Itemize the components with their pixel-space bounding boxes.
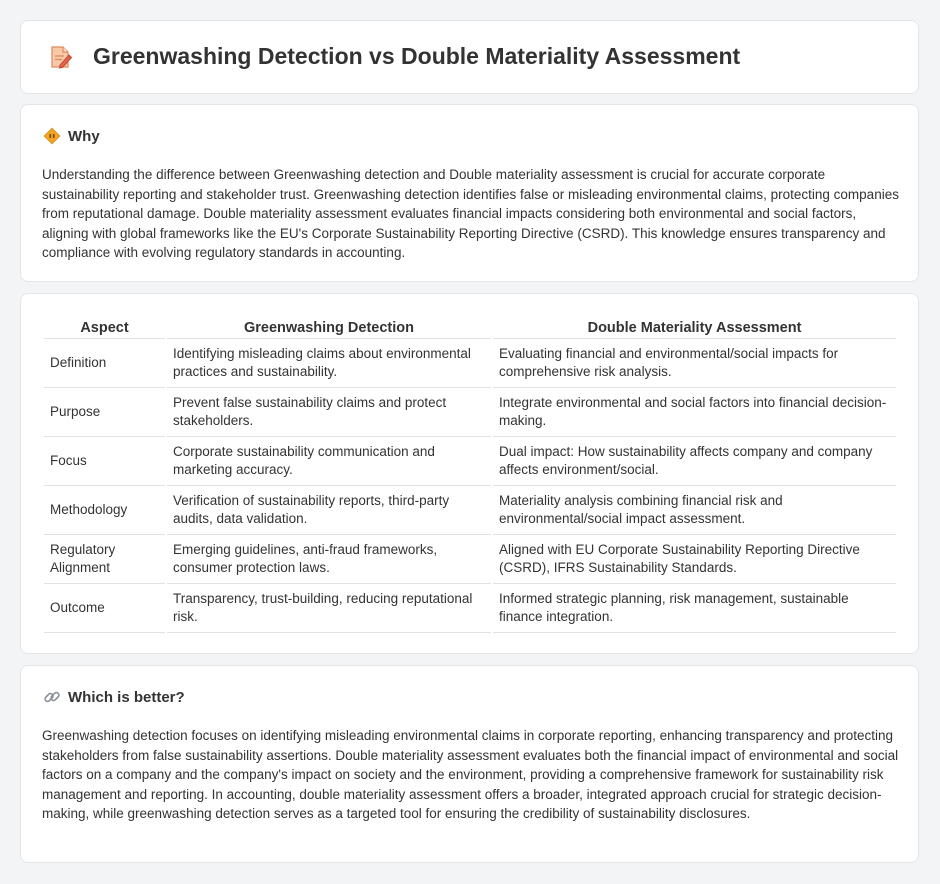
greenwashing-cell: Verification of sustainability reports, third-party audits, data validation. <box>167 486 491 535</box>
table-row <box>44 486 896 535</box>
double-materiality-cell: Informed strategic planning, risk management, sustainable finance integration. <box>493 584 896 633</box>
comparison-card <box>20 293 919 654</box>
greenwashing-cell: Corporate sustainability communication and marketing accuracy. <box>167 437 491 486</box>
which-is-better-text: Greenwashing detection focuses on identifying misleading environmental claims in corporate reporting, enhancing transparency and protecting stakeholders from false sustainability assertions. Double materiality assessment evaluates both the financial impact of environmental and social factors on a company and the company's impact on society and the environment, providing a comprehensive framework for sustainability risk management and reporting. In accounting, double materiality assessment offers a broader, integrated approach crucial for strategic decision-making, while greenwashing detection serves as a targeted tool for ensuring the credibility of sustainability disclosures. <box>42 728 899 821</box>
table-row <box>44 584 896 633</box>
greenwashing-cell: Transparency, trust-building, reducing reputational risk. <box>167 584 491 633</box>
table-row <box>44 437 896 486</box>
greenwashing-cell: Emerging guidelines, anti-fraud frameworks, consumer protection laws. <box>167 535 491 584</box>
table-row <box>44 535 896 584</box>
link-icon <box>43 688 61 706</box>
aspect-cell: Focus <box>44 437 165 486</box>
why-text: Understanding the difference between Greenwashing detection and Double materiality assessment is crucial for accurate corporate sustainability reporting and stakeholder trust. Greenwashing detection identifies false or misleading environmental claims, protecting companies from reputational damage. Double materiality assessment evaluates financial impacts considering both environmental and social factors, aligning with global frameworks like the EU's Corporate Sustainability Reporting Directive (CSRD). This knowledge ensures transparency and compliance with evolving regulatory standards in accounting. <box>42 167 899 260</box>
greenwashing-cell: Identifying misleading claims about environmental practices and sustainability. <box>167 339 491 388</box>
page-title: Greenwashing Detection vs Double Materiality Assessment <box>93 43 741 69</box>
aspect-cell: Outcome <box>44 584 165 633</box>
double-materiality-cell: Dual impact: How sustainability affects company and company affects environment/social. <box>493 437 896 486</box>
why-heading: Why <box>68 127 100 145</box>
header-double-materiality: Double Materiality Assessment <box>493 316 896 339</box>
double-materiality-cell: Evaluating financial and environmental/social impacts for comprehensive risk analysis. <box>493 339 896 388</box>
which-is-better-section <box>20 665 919 863</box>
aspect-cell: Purpose <box>44 388 165 437</box>
greenwashing-cell: Prevent false sustainability claims and protect stakeholders. <box>167 388 491 437</box>
table-header-row <box>44 316 896 339</box>
double-materiality-cell: Aligned with EU Corporate Sustainability Reporting Directive (CSRD), IFRS Sustainability Standards. <box>493 535 896 584</box>
document-pencil-icon <box>47 44 73 70</box>
header-aspect: Aspect <box>44 316 165 339</box>
aspect-cell: Methodology <box>44 486 165 535</box>
diamond-icon <box>43 127 61 145</box>
header-greenwashing: Greenwashing Detection <box>167 316 491 339</box>
aspect-cell: Definition <box>44 339 165 388</box>
table-row <box>44 339 896 388</box>
table-row <box>44 388 896 437</box>
title-card <box>20 20 919 94</box>
why-section <box>20 104 919 282</box>
which-is-better-heading: Which is better? <box>68 688 185 706</box>
comparison-table <box>42 316 898 633</box>
double-materiality-cell: Materiality analysis combining financial risk and environmental/social impact assessment. <box>493 486 896 535</box>
aspect-cell: Regulatory Alignment <box>44 535 165 584</box>
double-materiality-cell: Integrate environmental and social factors into financial decision-making. <box>493 388 896 437</box>
